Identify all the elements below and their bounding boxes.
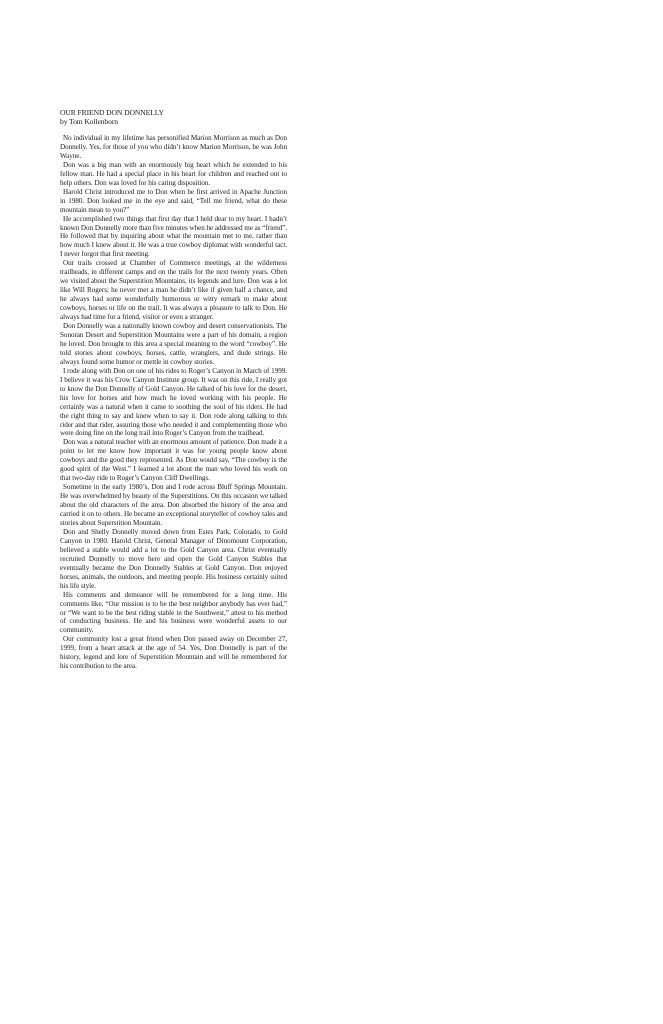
- article-paragraph: Don was a natural teacher with an enormous amount of patience. Don made it a point to let me know how important it was for young people know about cowboys and the good they represented. As Don would say, “The cowboy is the good spirit of the West.” I learned a lot about the man who loved his work on that two-day ride to Roger’s Canyon Cliff Dwellings.: [60, 438, 287, 483]
- article-paragraph: Don Donnelly was a nationally known cowboy and desert conservationists. The Sonoran Desert and Superstition Mountains were a part of his domain, a region he loved. Don brought to this area a special meaning to the word “cowboy”. He told stories about cowboys, horses, cattle, wranglers, and dude strings. He always found some humor or mettle in cowboy stories.: [60, 322, 287, 366]
- article-body: [60, 134, 287, 671]
- article-paragraph: No individual in my lifetime has personified Marion Morrison as much as Don Donnelly. Yes, for those of you who didn’t know Marion Morrison, he was John Wayne.: [60, 134, 287, 160]
- article-byline: by Tom Kollenborn: [60, 117, 118, 126]
- article-paragraph: Our community lost a great friend when Don passed away on December 27, 1999, from a heart attack at the age of 54. Yes, Don Donnelly is part of the history, legend and lore of Superstition Mountain and will be remembered for his contribution to the area.: [60, 635, 287, 671]
- article-paragraph: His comments and demeanor will be remembered for a long time. His comments like, “Our mission is to be the best neighbor anybody has ever had,” or “We want to be the best riding stable in the Southwest,” attest to his method of conducting business. He and his business were wonderful assets to our community.: [60, 590, 287, 635]
- article-paragraph: Our trails crossed at Chamber of Commerce meetings, at the wilderness trailheads, in different camps and on the trails for the next twenty years. Often we visited about the Superstition Mountains, its legends and lure. Don was a lot like Will Rogers; he never met a man he didn’t like if given half a chance, and he always had some wonderfully humorous or witty remark to make about cowboys, horses or life on the trail. It was always a pleasure to talk to Don. He always had time for a friend, visitor or even a stranger.: [60, 259, 287, 322]
- article-paragraph: I rode along with Don on one of his rides to Roger’s Canyon in March of 1999. I believe it was his Crow Canyon Institute group. It was on this ride, I really got to know the Don Donnelly of Gold Canyon. He talked of his love for the desert, his love for horses and how much he loved working with his people. He certainly was a natural when it came to soothing the soul of his riders. He had the right thing to say and knew when to say it. Don rode along talking to this rider and that rider, assuring those who needed it and complementing those who were doing fine on the long trail into Roger’s Canyon from the trailhead.: [60, 366, 287, 438]
- article-paragraph: Harold Christ introduced me to Don when he first arrived in Apache Junction in 1980. Don looked me in the eye and said, “Tell me friend, what do these mountain mean to you?”: [60, 187, 287, 214]
- article: [60, 108, 287, 671]
- article-paragraph: Don was a big man with an enormously big heart which he extended to his fellow man. He had a special place in his heart for children and reached out to help others. Don was loved for his caring disposition.: [60, 160, 287, 187]
- article-paragraph: He accomplished two things that first day that I held dear to my heart. I hadn’t known Don Donnelly more than five minutes when he addressed me as “friend”. He followed that by inquiring about what the mountain met to me, rather than how much I knew about it. He was a true cowboy diplomat with wonderful tact. I never forgot that first meeting.: [60, 214, 287, 259]
- article-title: OUR FRIEND DON DONNELLY: [60, 108, 164, 117]
- article-paragraph: Sometime in the early 1980’s, Don and I rode across Bluff Springs Mountain. He was overwhelmed by beauty of the Superstitions. On this occasion we talked about the old characters of the area. Don absorbed the history of the area and carried it on to others. He became an exceptional storyteller of cowboy tales and stories about Superstition Mountain.: [60, 483, 287, 527]
- article-paragraph: Don and Shelly Donnelly moved down from Estes Park, Colorado, to Gold Canyon in 1980. Harold Christ, General Manager of Dinomount Corporation, believed a stable would add a lot to the Gold Canyon area. Christ eventually recruited Donnelly to move here and open the Gold Canyon Stables that eventually became the Don Donnelly Stables at Gold Canyon. Don enjoyed horses, animals, the outdoors, and meeting people. His business certainly suited his life style.: [60, 527, 287, 590]
